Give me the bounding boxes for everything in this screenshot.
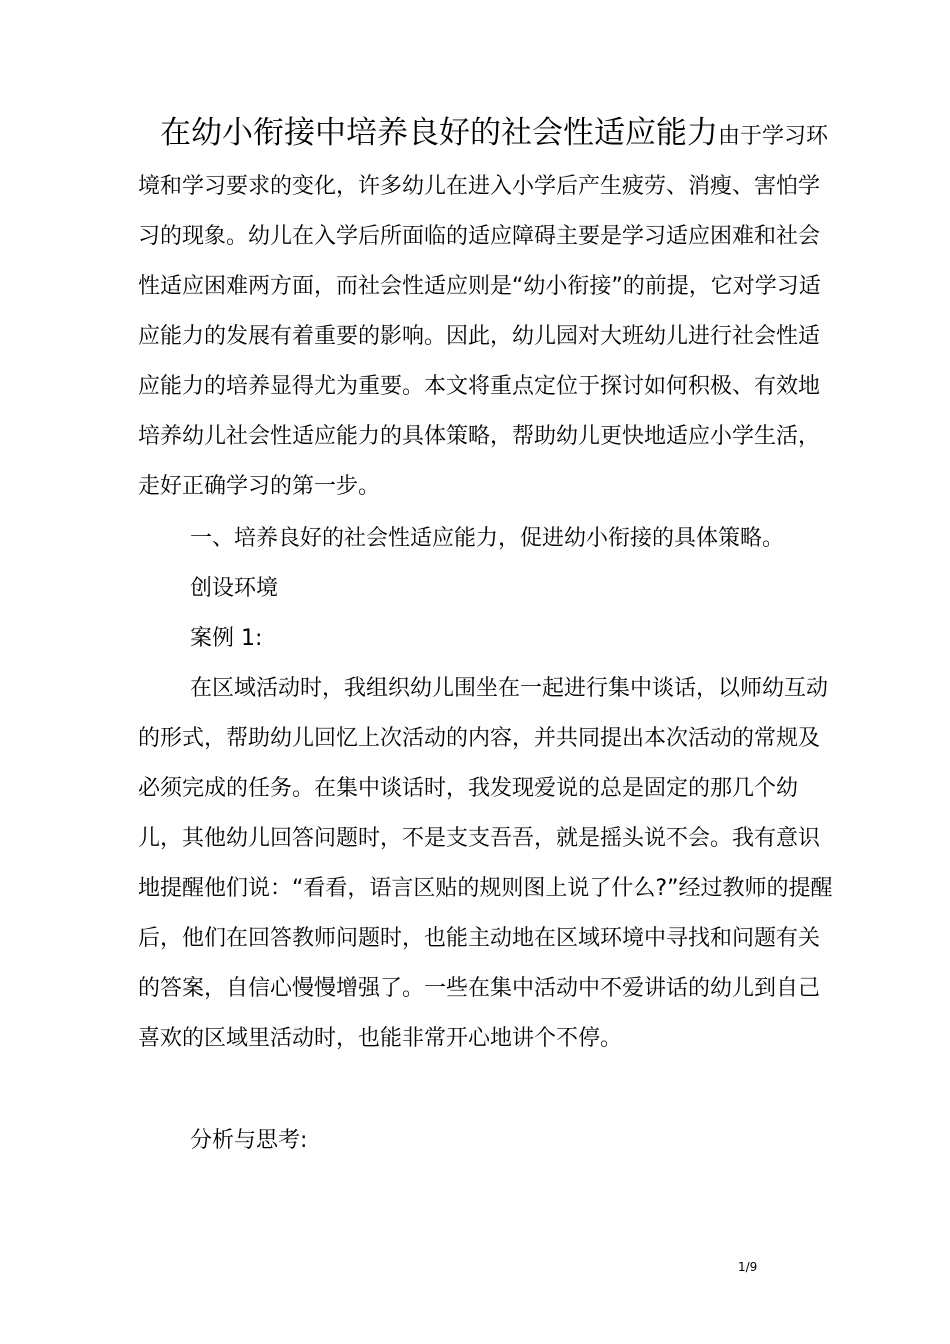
section-heading: 一、培养良好的社会性适应能力，促进幼小衔接的具体策略。 [190,526,785,551]
document-title: 在幼小衔接中培养良好的社会性适应能力 [160,115,718,151]
title-and-intro [138,108,838,512]
case-label: 案例 1: [190,626,263,651]
intro-paragraph: 由于学习环境和学习要求的变化，许多幼儿在进入小学后产生疲劳、消瘦、害怕学习的现象。幼儿在入学后所面临的适应障碍主要是学习适应困难和社会性适应困难两方面，而社会性适应则是“幼小衔接”的前提，它对学习适应能力的发展有着重要的影响。因此，幼儿园对大班幼儿进行社会性适应能力的培养显得尤为重要。本文将重点定位于探讨如何积极、有效地培养幼儿社会性适应能力的具体策略，帮助幼儿更快地适应小学生活，走好正确学习的第一步。 [138,124,829,499]
page-number: 1/9 [738,1260,758,1274]
case-paragraph: 在区域活动时，我组织幼儿围坐在一起进行集中谈话，以师幼互动的形式，帮助幼儿回忆上次活动的内容，并共同提出本次活动的常规及必须完成的任务。在集中谈话时，我发现爱说的总是固定的那几个幼儿，其他幼儿回答问题时，不是支支吾吾，就是摇头说不会。我有意识地提醒他们说：“看看，语言区贴的规则图上说了什么?”经过教师的提醒后，他们在回答教师问题时，也能主动地在区域环境中寻找和问题有关的答案，自信心慢慢增强了。一些在集中活动中不爱讲话的幼儿到自己喜欢的区域里活动时，也能非常开心地讲个不停。 [138,676,833,1051]
subheading: 创设环境 [190,576,279,601]
analysis-label: 分析与思考: [190,1128,308,1153]
